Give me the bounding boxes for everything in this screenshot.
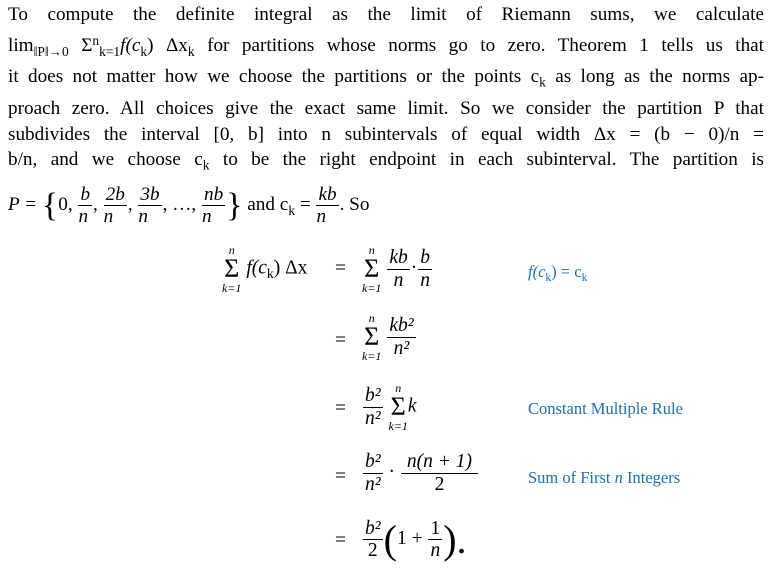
row4-eq: = [335,466,346,487]
and-ck: and c [247,194,289,216]
deriv-row-2 [362,312,417,362]
row5-eq: = [335,530,346,551]
row3-frac: $\frac{\text{b²}}{\text{n²}}$ [365,385,381,429]
row2-sigma: n Σ k=1 [362,311,382,363]
row1-dx: ) Δx [273,257,308,279]
frac2-den: n [103,206,114,228]
ck-sub: k [140,43,148,59]
line6-text: b/n, and we choose c [8,149,203,171]
para-line-1: To compute the definite integral as the limit of Riemann sums, we calculate [8,4,764,25]
open-brace: { [41,186,59,224]
sigma-super: n [92,32,100,48]
ck-eq: = [299,194,311,216]
row3-eq: = [335,398,346,419]
frac1-den: n [78,206,89,228]
dx-text: ) Δx [147,34,188,56]
sigma-sub: k=1 [99,43,121,59]
row1-fck-sub: k [266,266,274,282]
para-line-4: proach zero. All choices give the exact same limit. So we consider the partition P that [8,97,764,119]
row5-open-paren: ( [383,517,397,562]
para-line-5: subdivides the interval [0, b] into n subintervals of equal width Δx = (b − 0)/n = [8,123,764,145]
para-line-6 [8,147,764,179]
para-line-3 [8,64,764,96]
so-text: . So [339,194,370,216]
ckfrac-den: n [316,206,327,228]
intro-paragraph [8,2,764,226]
set-dots: …, [172,194,197,216]
row5-one-plus: 1 + [396,527,423,549]
row1-lhs-sigma: n Σ k=1 [222,243,242,295]
note-constant-multiple: Constant Multiple Rule [528,399,683,418]
row1-frac-kb-n: $\frac{kb}{n}$ [389,247,408,291]
dx-sub: k [187,43,195,59]
frac-3b-n [138,185,161,226]
deriv-row-4 [362,452,479,494]
row1-fck: f(c [246,257,267,279]
para-line-7: P = {0, $\frac{b}{n}$ , $\frac{2b}{n}$ , $\frac{3b}{n}$ , …, $\frac{nb}{n}$ } and $c_k$ = $\frac{kb}{n}$ . So [8,183,370,228]
frac-b-n [78,185,92,226]
row2-eq: = [335,330,346,351]
frac4-den: n [201,206,212,228]
frac3-num: 3b [140,183,160,205]
para-line-2: $\lim_{‖P‖\to 0} \Sigma^n_{k=1}f(c_k)$ $\Delta x_k$ for partitions whose norms go to zero. Theorem 1 tells us that [8,32,765,59]
lim-text: lim [8,34,34,56]
line3-end: as long as the norms ap- [555,66,764,88]
deriv-row-1-rhs [362,244,433,294]
note-fck-eq-ck: $f(c_k) = c_k$ [528,262,588,285]
and-ck-sub: k [288,202,296,218]
frac4-num: nb [203,183,224,205]
frac1-num: b [80,183,91,205]
line6-end: to be the right endpoint in each subinterval. The partition is [222,149,764,171]
frac-2b-n [104,185,127,226]
close-brace: } [226,186,243,224]
row4-frac1: $\frac{\text{b²}}{\text{n²}}$ [365,451,381,495]
note-sum-first-n: Sum of First n Integers [528,468,681,487]
row5-frac: $\frac{\text{b²}}{2}$ [365,517,381,561]
row1-dot: · [410,257,418,279]
deriv-row-5 [362,516,467,563]
line2-rest: for partitions whose norms go to zero. Theorem 1 tells us that [207,34,765,56]
row4-frac2: $\frac{n(n + 1)}{2}$ [401,452,478,494]
row1-frac-b-n: $\frac{b}{n}$ [420,247,430,291]
frac3-den: n [138,206,148,228]
row4-dot: · [388,461,395,483]
frac-nb-n [202,185,225,226]
deriv-row-3 [362,382,417,432]
row3-k: k [407,395,417,417]
set-first: 0, [58,194,73,216]
lim-subscript: ‖P‖→0 [33,43,69,59]
partition-label: P = [8,194,38,216]
row2-frac: $\frac{\text{kb²}}{\text{n²}}$ [389,315,414,359]
line6-sub: k [202,158,210,174]
row3-sigma: n Σ k=1 [388,381,408,433]
frac-kb-n [316,185,338,226]
row5-frac-inner: $\frac{1}{n}$ [430,517,441,561]
deriv-row-1-lhs [222,244,307,294]
fck-text: f(c [120,34,141,56]
line3-sub: k [539,75,546,91]
ckfrac-num: kb [318,183,337,205]
frac2-num: 2b [105,183,125,205]
line3-text: it does not matter how we choose the partitions or the points c [8,66,540,88]
row1-rhs-sigma: n Σ k=1 [362,243,382,295]
row1-eq: = [335,258,346,279]
row5-close-paren: ). [443,517,467,562]
